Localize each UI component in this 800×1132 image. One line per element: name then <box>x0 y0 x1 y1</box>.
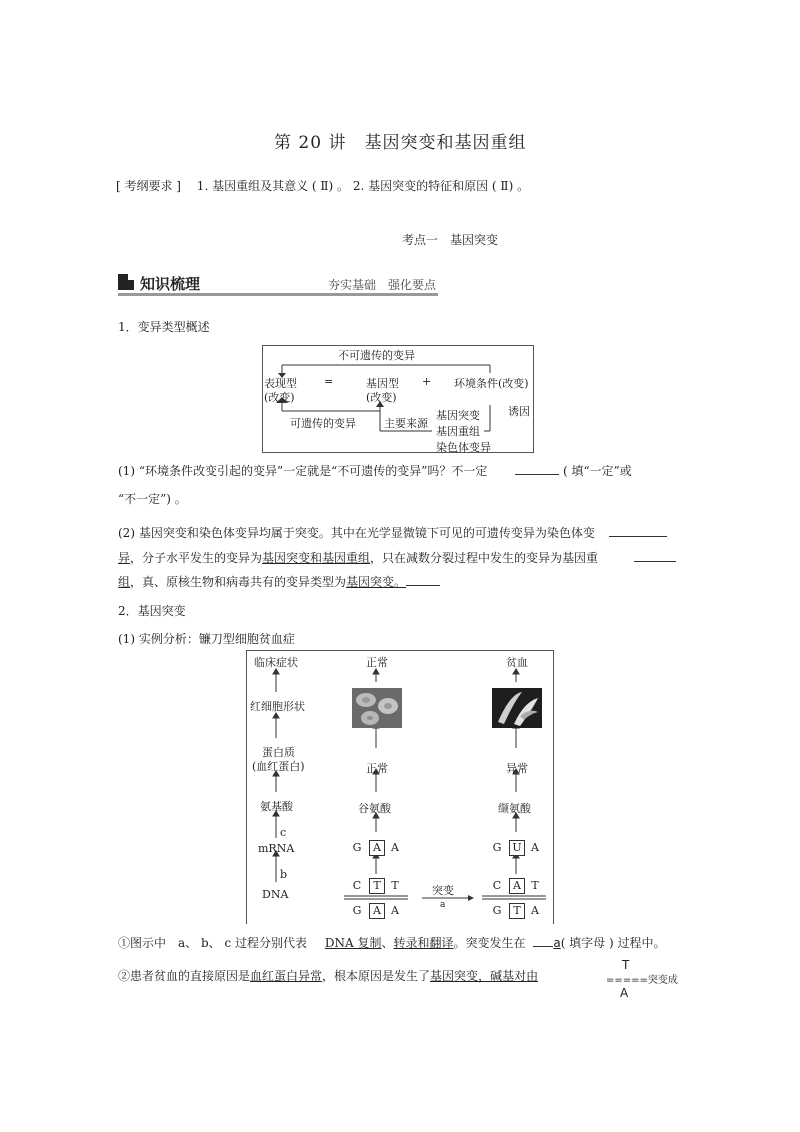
topic-heading: 考点一 基因突变 <box>402 233 499 247</box>
answer-blank-2 <box>609 536 667 537</box>
page-title: 第 20 讲 基因突变和基因重组 <box>274 133 527 153</box>
main-source-label: 主要来源 <box>384 417 428 430</box>
amino-acid-label: 氨基酸 <box>260 800 293 813</box>
answer-dna-replication: DNA 复制 <box>324 936 382 950</box>
section-heading-1: 1．变异类型概述 <box>118 320 210 334</box>
mrna-mut-3: A <box>531 841 539 854</box>
type-gene-recombination: 基因重组 <box>436 425 480 438</box>
equals-sign: = <box>324 375 334 388</box>
type-gene-mutation: 基因突变 <box>436 409 480 422</box>
answer-recombination: 组 <box>118 575 131 589</box>
section-heading-2: 2．基因突变 <box>118 604 186 618</box>
base-pair-bottom: A <box>620 986 629 1000</box>
question-2-text-end: 。 <box>394 575 407 589</box>
clinical-symptom-label: 临床症状 <box>254 656 298 669</box>
dna-top-mut-2: A <box>509 878 525 894</box>
type-chromosome-variation: 染色体变异 <box>436 441 491 454</box>
induce-label: 诱因 <box>508 405 530 418</box>
dna-bottom-normal-3: A <box>391 904 399 917</box>
question-2-line-2 <box>118 549 676 566</box>
note-2-text-c: ，根本原因是发生了 <box>322 969 431 983</box>
question-2-text-e: ，真、原核生物和病毒共有的变异类型为 <box>130 575 347 589</box>
note-1-text-e: 。突变发生在 <box>453 936 526 950</box>
hemoglobin-label: (血红蛋白) <box>252 760 305 773</box>
step-c-label: c <box>280 826 287 839</box>
banner-square-icon <box>118 274 134 290</box>
answer-gene-mutation: 基因突变 <box>430 969 479 983</box>
question-1-line-2: “不一定”) 。 <box>118 492 187 506</box>
question-2-text-d: ，只在减数分裂过程中发生的变异为基因重 <box>370 551 599 565</box>
note-2-comma: ， <box>478 969 491 983</box>
rbc-shape-label: 红细胞形状 <box>250 700 305 713</box>
banner-subtitle: 夯实基础 强化要点 <box>328 278 437 292</box>
normal-protein: 正常 <box>366 762 388 775</box>
step-b-label: b <box>280 868 288 881</box>
mrna-label: mRNA <box>258 842 295 855</box>
answer-molecular: 基因突变和基因重组 <box>262 551 371 565</box>
anemia-symptom: 贫血 <box>506 656 528 669</box>
banner-divider <box>118 293 438 296</box>
answer-common-type: 基因突变 <box>346 575 395 589</box>
normal-symptom: 正常 <box>366 656 388 669</box>
mutation-label: 突变 <box>432 884 454 897</box>
genotype-note: (改变) <box>366 391 397 404</box>
question-2-text-b: ，分子水平发生的变异为 <box>130 551 263 565</box>
question-1-text: (1) “环境条件改变引起的变异”一定就是“不可遗传的变异”吗？不一定 <box>118 464 488 478</box>
dna-bottom-normal-2: A <box>369 903 385 919</box>
dna-top-mut-1: C <box>492 879 502 892</box>
answer-hemoglobin-abnormal: 血红蛋白异常 <box>250 969 323 983</box>
subsection-1: (1) 实例分析：镰刀型细胞贫血症 <box>118 632 295 646</box>
genotype-label: 基因型 <box>366 377 399 390</box>
mutation-step-a: a <box>440 900 446 910</box>
dna-top-normal-3: T <box>391 879 399 892</box>
answer-transcription-translation: 转录和翻译 <box>393 936 454 950</box>
sickle-cell-diagram <box>246 650 554 924</box>
base-pair-arrow: =====突变成 <box>606 975 678 986</box>
exam-requirement: [ 考纲要求 ] 1. 基因重组及其意义 ( Ⅱ) 。 2. 基因突变的特征和原因 ( Ⅱ) 。 <box>116 179 530 193</box>
answer-blank-1 <box>515 474 559 475</box>
normal-rbc-image <box>352 688 402 728</box>
abnormal-protein: 异常 <box>506 762 528 775</box>
glutamic-acid: 谷氨酸 <box>358 802 391 815</box>
heritable-label: 可遗传的变异 <box>290 417 356 430</box>
answer-blank-4 <box>406 585 440 586</box>
sickle-rbc-image <box>492 688 542 728</box>
knowledge-banner <box>118 272 438 296</box>
plus-sign: + <box>422 375 432 388</box>
question-1-text-end: ( 填“一定”或 <box>563 464 632 478</box>
note-1 <box>118 934 666 951</box>
note-1-text-a: ①图示中 a、 b、 c 过程分别代表 <box>118 936 308 950</box>
answer-step-a: a <box>553 936 561 950</box>
normal-rbc-cells <box>352 688 402 728</box>
dna-top-normal-2: T <box>369 878 385 894</box>
mrna-normal-3: A <box>391 841 399 854</box>
non-heritable-label: 不可遗传的变异 <box>338 349 415 362</box>
answer-blank-5 <box>533 946 553 947</box>
mrna-normal-2: A <box>369 840 385 856</box>
note-1-text-g: ( 填字母 ) 过程中。 <box>560 936 666 950</box>
question-2-text: (2) 基因突变和染色体变异均属于突变。其中在光学显微镜下可见的可遗传变异为染色体变 <box>118 526 595 540</box>
mrna-mut-1: G <box>492 841 502 854</box>
answer-chromosome: 异 <box>118 551 131 565</box>
question-1-line-1 <box>118 462 632 479</box>
phenotype-label: 表现型 <box>264 377 297 390</box>
dna-label: DNA <box>262 888 289 901</box>
valine: 缬氨酸 <box>498 802 531 815</box>
base-pair-top: T <box>622 958 630 972</box>
mrna-normal-1: G <box>352 841 362 854</box>
dna-top-mut-3: T <box>531 879 539 892</box>
dna-bottom-mut-2: T <box>509 903 525 919</box>
answer-base-pair: 碱基对由 <box>490 969 539 983</box>
dna-top-normal-1: C <box>352 879 362 892</box>
protein-label: 蛋白质 <box>262 746 295 759</box>
banner-heading: 知识梳理 <box>140 275 201 293</box>
answer-blank-3 <box>634 561 676 562</box>
note-2-text-a: ②患者贫血的直接原因是 <box>118 969 251 983</box>
variation-diagram <box>262 345 534 453</box>
note-2 <box>118 967 538 984</box>
phenotype-note: (改变) <box>264 391 295 404</box>
dna-bottom-mut-1: G <box>492 904 502 917</box>
dna-bottom-normal-1: G <box>352 904 362 917</box>
question-2-line-3 <box>118 573 440 590</box>
sickle-rbc-cells <box>492 688 542 728</box>
question-2-line-1 <box>118 524 667 541</box>
mrna-mut-2: U <box>509 840 525 856</box>
dna-bottom-mut-3: A <box>531 904 539 917</box>
note-1-text-c: 、 <box>381 936 394 950</box>
environment-label: 环境条件(改变) <box>454 377 529 390</box>
